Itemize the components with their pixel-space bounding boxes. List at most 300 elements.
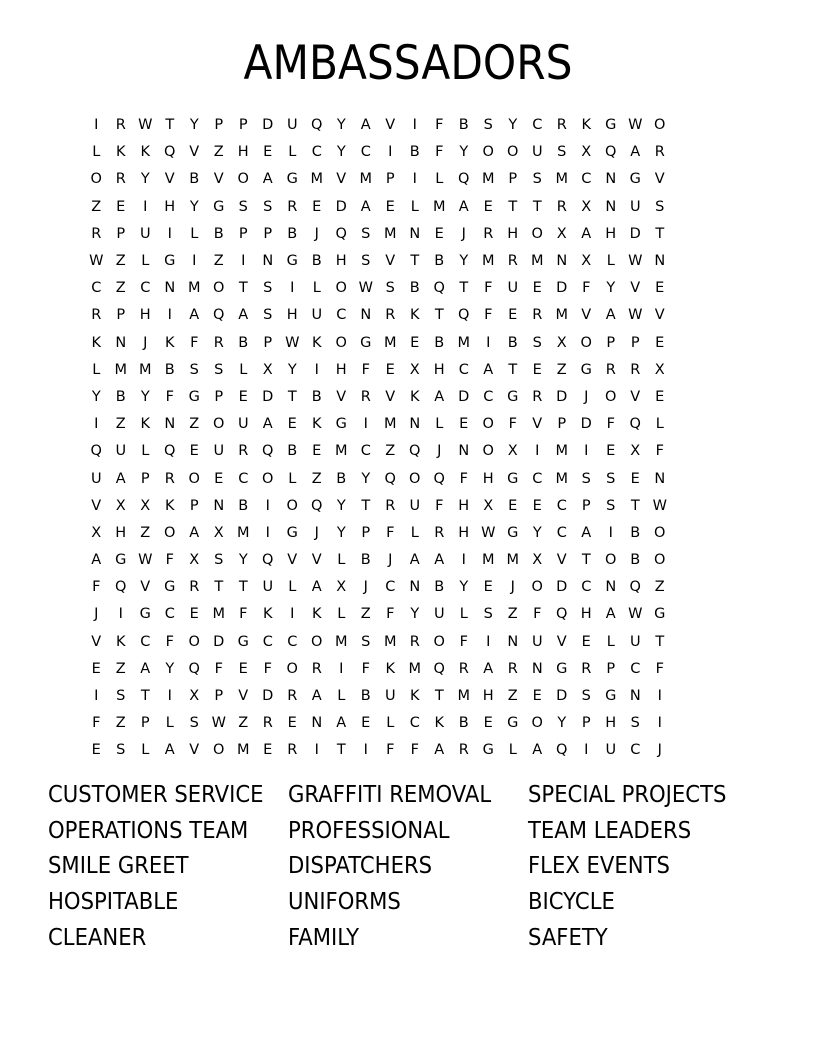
grid-letter: J [510, 579, 515, 596]
grid-letter: X [262, 361, 273, 378]
grid-letter: R [483, 225, 494, 242]
grid-letter: Y [336, 524, 346, 541]
grid-letter: Y [238, 552, 248, 569]
grid-letter: P [606, 334, 616, 351]
grid-letter: O [605, 388, 617, 405]
grid-letter: Y [361, 470, 371, 487]
word-list-item: OPERATIONS TEAM [48, 817, 249, 844]
grid-letter: Q [433, 660, 445, 677]
grid-letter: T [508, 198, 518, 215]
grid-letter: E [532, 688, 542, 705]
grid-letter: Y [336, 144, 346, 161]
grid-letter: U [286, 117, 298, 134]
grid-letter: C [458, 361, 469, 378]
grid-letter: L [337, 606, 346, 623]
grid-letter: A [140, 660, 151, 677]
grid-letter: L [288, 144, 297, 161]
grid-letter: A [532, 742, 543, 759]
grid-letter: A [409, 552, 420, 569]
grid-letter: M [187, 280, 201, 297]
grid-letter: O [286, 497, 298, 514]
grid-letter: Z [115, 253, 126, 270]
grid-letter: E [238, 660, 248, 677]
grid-letter: Y [91, 388, 101, 405]
grid-letter: X [556, 334, 567, 351]
grid-letter: J [363, 579, 368, 596]
grid-letter: A [189, 307, 200, 324]
grid-letter: P [263, 225, 273, 242]
grid-letter: K [140, 416, 150, 433]
grid-letter: Z [115, 416, 126, 433]
grid-letter: O [213, 280, 225, 297]
grid-letter: D [458, 388, 470, 405]
grid-letter: H [286, 307, 298, 324]
grid-letter: T [238, 280, 248, 297]
grid-letter: E [91, 742, 101, 759]
grid-letter: I [657, 715, 662, 732]
grid-letter: F [484, 307, 493, 324]
grid-letter: B [336, 470, 347, 487]
grid-letter: F [435, 144, 444, 161]
grid-letter: R [605, 361, 616, 378]
grid-letter: O [311, 633, 323, 650]
grid-letter: E [532, 361, 542, 378]
grid-letter: V [336, 388, 347, 405]
grid-letter: J [314, 524, 319, 541]
grid-letter: Y [459, 144, 469, 161]
grid-letter: J [388, 552, 393, 569]
grid-letter: T [532, 198, 542, 215]
grid-letter: T [287, 388, 297, 405]
grid-letter: O [654, 552, 666, 569]
grid-letter: G [507, 715, 519, 732]
grid-letter: M [432, 198, 446, 215]
grid-letter: Z [238, 715, 249, 732]
grid-letter: K [581, 117, 591, 134]
grid-letter: N [360, 307, 372, 324]
grid-letter: S [361, 253, 371, 270]
grid-letter: Q [433, 280, 445, 297]
grid-letter: X [189, 552, 200, 569]
grid-letter: I [363, 742, 368, 759]
grid-letter: O [507, 144, 519, 161]
grid-letter: N [409, 225, 421, 242]
grid-letter: G [482, 742, 494, 759]
grid-letter: C [409, 715, 420, 732]
grid-letter: G [237, 633, 249, 650]
grid-letter: C [532, 117, 543, 134]
grid-letter: O [335, 334, 347, 351]
grid-letter: Y [410, 606, 420, 623]
grid-letter: V [654, 171, 665, 188]
grid-letter: F [508, 416, 517, 433]
grid-letter: G [654, 606, 666, 623]
grid-letter: W [628, 117, 643, 134]
grid-letter: R [556, 117, 567, 134]
grid-letter: B [311, 253, 322, 270]
grid-letter: E [483, 198, 493, 215]
grid-letter: O [531, 579, 543, 596]
grid-letter: H [458, 524, 470, 541]
grid-letter: M [236, 524, 250, 541]
grid-letter: R [458, 742, 469, 759]
grid-letter: S [189, 361, 199, 378]
grid-letter: I [314, 742, 319, 759]
word-list [48, 777, 788, 955]
page-title: AMBASSADORS [243, 36, 573, 91]
grid-letter: A [360, 117, 371, 134]
grid-letter: F [459, 470, 468, 487]
grid-letter: E [116, 198, 126, 215]
grid-letter: Q [458, 307, 470, 324]
grid-letter: B [409, 144, 420, 161]
grid-letter: B [434, 253, 445, 270]
grid-letter: U [115, 443, 127, 460]
grid-letter: Q [629, 579, 641, 596]
grid-row [84, 194, 672, 221]
grid-letter: H [433, 361, 445, 378]
grid-letter: T [410, 253, 420, 270]
grid-letter: I [486, 334, 491, 351]
grid-row [84, 520, 672, 547]
grid-letter: K [115, 144, 126, 161]
grid-letter: G [507, 470, 519, 487]
grid-letter: I [241, 253, 246, 270]
grid-letter: Z [360, 606, 371, 623]
grid-letter: F [239, 606, 248, 623]
grid-letter: M [481, 253, 495, 270]
grid-row [84, 411, 672, 438]
grid-letter: A [483, 660, 494, 677]
grid-letter: D [335, 198, 347, 215]
grid-letter: T [655, 225, 665, 242]
grid-letter: X [630, 443, 641, 460]
grid-letter: V [311, 552, 322, 569]
grid-letter: X [532, 552, 543, 569]
grid-letter: S [581, 688, 591, 705]
grid-letter: E [532, 497, 542, 514]
grid-letter: C [532, 470, 543, 487]
grid-letter: R [507, 253, 518, 270]
grid-letter: V [581, 307, 592, 324]
grid-letter: V [238, 688, 249, 705]
grid-letter: R [91, 225, 102, 242]
grid-letter: O [262, 470, 274, 487]
grid-letter: V [385, 117, 396, 134]
grid-letter: G [556, 660, 568, 677]
grid-letter: D [580, 416, 592, 433]
grid-letter: C [385, 579, 396, 596]
grid-letter: S [606, 497, 616, 514]
grid-letter: X [140, 497, 151, 514]
grid-letter: F [435, 117, 444, 134]
grid-letter: B [287, 225, 298, 242]
grid-letter: P [581, 715, 591, 732]
word-list-item: DISPATCHERS [288, 853, 433, 880]
grid-letter: W [89, 253, 104, 270]
grid-letter: I [192, 253, 197, 270]
grid-letter: J [461, 225, 466, 242]
grid-letter: F [165, 388, 174, 405]
grid-letter: U [409, 497, 421, 514]
grid-letter: K [311, 606, 322, 623]
word-list-item: FAMILY [288, 924, 360, 951]
grid-letter: X [507, 443, 518, 460]
grid-letter: M [383, 633, 397, 650]
grid-letter: A [238, 307, 249, 324]
grid-letter: R [385, 497, 396, 514]
grid-letter: Z [556, 361, 567, 378]
grid-letter: O [482, 416, 494, 433]
grid-letter: V [630, 280, 641, 297]
grid-letter: M [530, 253, 544, 270]
grid-letter: J [314, 225, 319, 242]
grid-letter: I [388, 144, 393, 161]
grid-letter: I [412, 171, 417, 188]
grid-letter: E [385, 198, 395, 215]
grid-letter: E [434, 225, 444, 242]
grid-letter: L [190, 225, 199, 242]
grid-letter: X [409, 361, 420, 378]
grid-letter: C [630, 742, 641, 759]
grid-letter: R [287, 688, 298, 705]
grid-letter: V [654, 307, 665, 324]
word-list-item: HOSPITABLE [48, 889, 179, 916]
grid-letter: N [458, 443, 470, 460]
grid-letter: Y [140, 388, 150, 405]
grid-letter: A [605, 307, 616, 324]
grid-letter: E [263, 144, 273, 161]
grid-letter: K [434, 715, 444, 732]
grid-letter: V [91, 497, 102, 514]
grid-letter: F [386, 606, 395, 623]
grid-letter: P [116, 307, 126, 324]
grid-letter: R [213, 334, 224, 351]
grid-letter: Y [140, 171, 150, 188]
grid-letter: P [140, 715, 150, 732]
grid-letter: S [214, 361, 224, 378]
grid-letter: R [115, 171, 126, 188]
grid-letter: Z [507, 606, 518, 623]
grid-letter: Q [311, 497, 323, 514]
grid-letter: X [581, 144, 592, 161]
word-list-item: TEAM LEADERS [528, 817, 692, 844]
grid-row [84, 330, 672, 357]
grid-letter: A [262, 416, 273, 433]
grid-letter: Q [605, 144, 617, 161]
letter-grid [84, 112, 672, 765]
grid-letter: S [238, 198, 248, 215]
grid-letter: X [336, 579, 347, 596]
grid-letter: H [139, 307, 151, 324]
grid-letter: L [165, 715, 174, 732]
grid-letter: N [115, 334, 127, 351]
grid-letter: D [262, 388, 274, 405]
grid-letter: E [606, 443, 616, 460]
grid-letter: M [555, 307, 568, 324]
grid-letter: O [237, 171, 249, 188]
grid-letter: X [581, 253, 592, 270]
grid-letter: L [239, 361, 248, 378]
grid-letter: P [214, 388, 224, 405]
grid-letter: U [605, 742, 617, 759]
grid-letter: C [91, 280, 102, 297]
grid-letter: P [214, 688, 224, 705]
grid-letter: R [115, 117, 126, 134]
grid-letter: F [655, 660, 664, 677]
grid-letter: O [409, 470, 421, 487]
grid-letter: Z [213, 144, 224, 161]
grid-letter: Y [508, 117, 518, 134]
grid-letter: M [334, 443, 348, 460]
grid-letter: T [140, 688, 150, 705]
grid-letter: F [214, 660, 223, 677]
grid-row [84, 493, 672, 520]
grid-letter: I [118, 606, 123, 623]
grid-letter: P [238, 225, 248, 242]
grid-letter: E [410, 334, 420, 351]
grid-letter: E [287, 416, 297, 433]
grid-letter: A [262, 171, 273, 188]
grid-letter: W [358, 280, 373, 297]
grid-letter: Y [459, 253, 469, 270]
grid-letter: H [482, 470, 494, 487]
grid-letter: C [556, 497, 567, 514]
grid-letter: S [263, 307, 273, 324]
grid-row [84, 656, 672, 683]
grid-letter: R [360, 388, 371, 405]
grid-letter: G [286, 524, 298, 541]
grid-letter: D [262, 688, 274, 705]
grid-letter: H [507, 225, 519, 242]
grid-letter: Z [91, 198, 102, 215]
grid-letter: K [164, 497, 175, 514]
grid-letter: E [508, 497, 518, 514]
grid-letter: Q [188, 660, 200, 677]
grid-letter: U [629, 198, 641, 215]
grid-letter: S [630, 715, 640, 732]
grid-letter: P [116, 225, 126, 242]
grid-letter: K [311, 416, 322, 433]
grid-letter: Q [262, 443, 274, 460]
grid-row [84, 384, 672, 411]
grid-letter: D [556, 579, 568, 596]
grid-letter: B [238, 497, 249, 514]
grid-letter: F [92, 579, 101, 596]
grid-letter: L [606, 253, 615, 270]
grid-letter: Q [335, 225, 347, 242]
grid-letter: A [483, 361, 494, 378]
grid-letter: X [91, 524, 102, 541]
grid-letter: G [605, 688, 617, 705]
grid-letter: O [580, 334, 592, 351]
grid-letter: G [213, 198, 225, 215]
grid-letter: R [164, 470, 175, 487]
grid-letter: C [140, 280, 151, 297]
grid-letter: F [606, 416, 615, 433]
grid-letter: Z [213, 253, 224, 270]
grid-letter: A [581, 524, 592, 541]
grid-letter: U [531, 633, 543, 650]
grid-letter: E [263, 742, 273, 759]
grid-row [84, 574, 672, 601]
grid-letter: I [167, 688, 172, 705]
grid-letter: H [115, 524, 127, 541]
grid-letter: F [582, 280, 591, 297]
grid-letter: G [605, 117, 617, 134]
grid-letter: H [605, 225, 617, 242]
grid-letter: V [287, 552, 298, 569]
grid-letter: G [188, 388, 200, 405]
grid-letter: X [189, 688, 200, 705]
grid-letter: B [434, 334, 445, 351]
grid-letter: A [360, 198, 371, 215]
grid-letter: U [433, 606, 445, 623]
grid-letter: E [483, 715, 493, 732]
grid-letter: R [556, 198, 567, 215]
word-list-item: FLEX EVENTS [528, 853, 670, 880]
grid-letter: M [408, 660, 421, 677]
grid-letter: K [164, 334, 175, 351]
grid-letter: M [555, 443, 568, 460]
grid-letter: H [335, 361, 347, 378]
grid-letter: H [458, 497, 470, 514]
grid-letter: F [533, 606, 542, 623]
grid-letter: E [361, 715, 371, 732]
grid-letter: Z [654, 579, 665, 596]
grid-letter: E [312, 443, 322, 460]
grid-letter: E [238, 388, 248, 405]
grid-letter: L [410, 524, 419, 541]
grid-letter: K [409, 388, 420, 405]
grid-letter: M [383, 225, 397, 242]
word-list-item: SMILE GREET [48, 853, 189, 880]
grid-letter: I [486, 633, 491, 650]
grid-letter: M [555, 470, 568, 487]
grid-letter: O [164, 524, 176, 541]
grid-letter: O [286, 660, 298, 677]
grid-letter: W [628, 253, 643, 270]
grid-letter: T [459, 280, 469, 297]
grid-letter: R [532, 307, 543, 324]
grid-letter: Q [409, 443, 421, 460]
grid-letter: S [263, 198, 273, 215]
grid-letter: I [290, 280, 295, 297]
grid-letter: O [213, 416, 225, 433]
grid-letter: I [265, 497, 270, 514]
grid-letter: G [115, 552, 127, 569]
grid-letter: S [532, 334, 542, 351]
grid-letter: F [484, 280, 493, 297]
grid-letter: U [629, 633, 641, 650]
grid-letter: N [213, 497, 225, 514]
grid-letter: V [336, 171, 347, 188]
grid-letter: C [262, 633, 273, 650]
grid-letter: Y [336, 117, 346, 134]
grid-letter: I [363, 416, 368, 433]
grid-letter: V [91, 633, 102, 650]
grid-letter: W [628, 606, 643, 623]
grid-letter: P [508, 171, 518, 188]
grid-letter: E [630, 470, 640, 487]
grid-letter: N [605, 198, 617, 215]
grid-letter: B [507, 334, 518, 351]
grid-letter: A [164, 742, 175, 759]
grid-letter: B [630, 552, 641, 569]
word-list-item: CUSTOMER SERVICE [48, 782, 264, 808]
grid-letter: H [580, 606, 592, 623]
grid-letter: J [437, 443, 442, 460]
